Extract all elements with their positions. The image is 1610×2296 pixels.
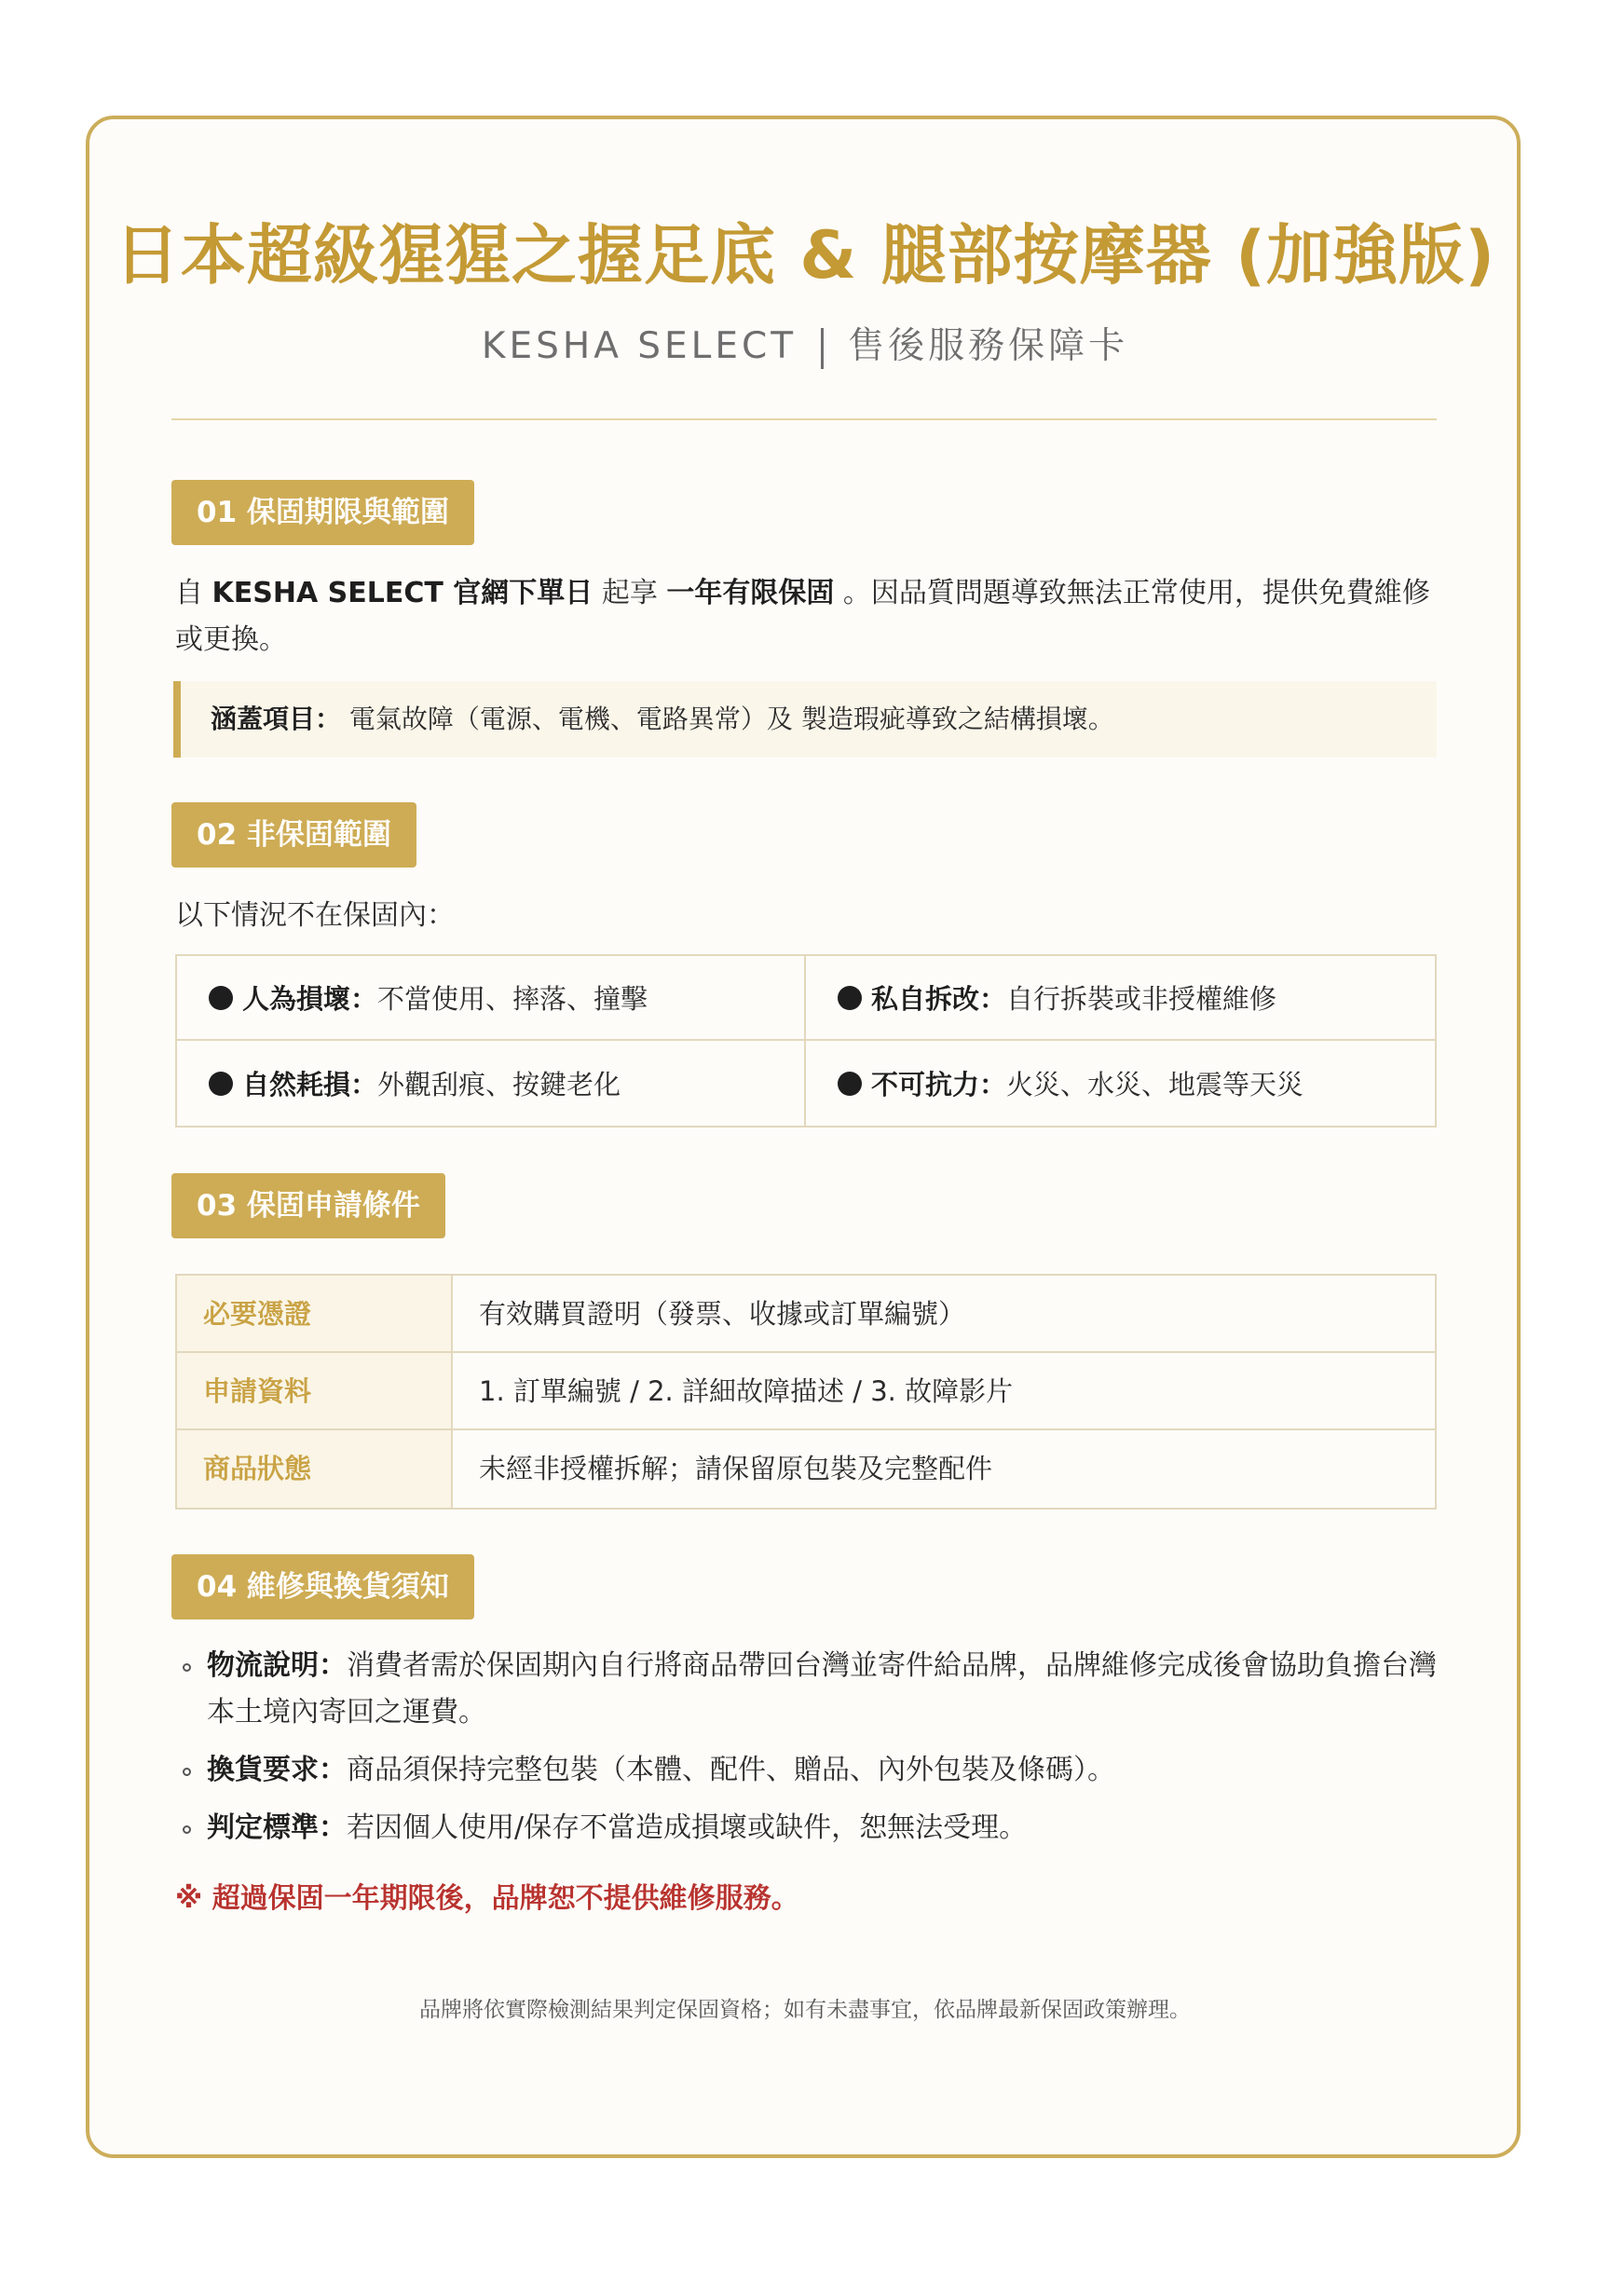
footer-note: 品牌將依實際檢測結果判定保固資格；如有未盡事宜，依品牌最新保固政策辦理。 [419, 1998, 1191, 2022]
exclusions-grid [175, 954, 1437, 1128]
requirement-key: 申請資料 [177, 1353, 453, 1428]
exclusion-label: 自然耗損： [242, 1069, 378, 1100]
section-02-badge: 02 非保固範圍 [171, 802, 416, 868]
notes-list [183, 1643, 1437, 1863]
exclusion-text: 外觀刮痕、按鍵老化 [377, 1069, 621, 1100]
exclusion-text: 不當使用、摔落、撞擊 [377, 983, 648, 1015]
warranty-text-5: 。因品質問題導致無法正常使用，提供免費維修或更換。 [175, 577, 1430, 656]
expiry-warning: ※ 超過保固一年期限後，品牌恕不提供維修服務。 [175, 1882, 799, 1915]
section-01-badge: 01 保固期限與範圍 [171, 480, 474, 545]
header-divider [171, 418, 1437, 420]
brand-name: KESHA SELECT [481, 325, 798, 367]
table-row [177, 1353, 1435, 1430]
card-name: 售後服務保障卡 [848, 325, 1129, 367]
warranty-text-1: 自 [175, 577, 212, 609]
note-text: 商品須保持完整包裝（本體、配件、贈品、內外包裝及條碼）。 [347, 1754, 1115, 1786]
exclusion-item [806, 1041, 1435, 1126]
list-item [183, 1643, 1437, 1736]
exclusion-text: 自行拆裝或非授權維修 [1006, 983, 1277, 1015]
table-row [177, 1430, 1435, 1508]
requirement-value: 有效購買證明（發票、收據或訂單編號） [479, 1298, 966, 1330]
exclusion-label: 人為損壞： [242, 983, 378, 1015]
bullet-dot-icon [209, 1072, 233, 1096]
exclusion-item [806, 956, 1435, 1041]
exclusion-text: 火災、水災、地震等天災 [1006, 1069, 1304, 1100]
bullet-dot-icon [838, 986, 862, 1010]
coverage-text: 電氣故障（電源、電機、電路異常）及 製造瑕疵導致之結構損壞。 [341, 704, 1114, 734]
requirement-key: 必要憑證 [177, 1276, 453, 1351]
list-item [183, 1747, 1437, 1794]
section-04-badge: 04 維修與換貨須知 [171, 1554, 474, 1620]
coverage-label: 涵蓋項目： [211, 704, 342, 734]
bullet-dot-icon [838, 1072, 862, 1096]
requirements-table [175, 1274, 1437, 1510]
exclusions-intro: 以下情況不在保固內： [175, 899, 455, 932]
table-row [177, 1276, 1435, 1353]
exclusion-item [177, 956, 806, 1041]
warranty-paragraph [175, 570, 1442, 663]
note-label: 換貨要求： [207, 1754, 347, 1786]
exclusion-label: 私自拆改： [871, 983, 1007, 1015]
warranty-text-4: 一年有限保固 [666, 577, 835, 609]
exclusion-item [177, 1041, 806, 1126]
note-label: 判定標準： [207, 1811, 347, 1844]
exclusion-label: 不可抗力： [871, 1069, 1007, 1100]
note-label: 物流說明： [207, 1649, 347, 1682]
coverage-callout [173, 681, 1437, 758]
subtitle-divider [821, 328, 824, 369]
section-03-badge: 03 保固申請條件 [171, 1173, 445, 1238]
list-item [183, 1805, 1437, 1852]
subtitle [0, 317, 1610, 369]
warranty-text-2: KESHA SELECT 官網下單日 [211, 577, 594, 609]
page-title: 日本超級猩猩之握足底 & 腿部按摩器 (加強版) [114, 217, 1496, 294]
warranty-text-3: 起享 [593, 577, 667, 609]
requirement-value: 1. 訂單編號 / 2. 詳細故障描述 / 3. 故障影片 [479, 1375, 1014, 1407]
requirement-key: 商品狀態 [177, 1430, 453, 1508]
note-text: 消費者需於保固期內自行將商品帶回台灣並寄件給品牌，品牌維修完成後會協助負擔台灣本土境內寄回之運費。 [207, 1649, 1437, 1729]
requirement-value: 未經非授權拆解；請保留原包裝及完整配件 [479, 1453, 993, 1484]
note-text: 若因個人使用/保存不當造成損壞或缺件，恕無法受理。 [347, 1811, 1028, 1844]
bullet-dot-icon [209, 986, 233, 1010]
